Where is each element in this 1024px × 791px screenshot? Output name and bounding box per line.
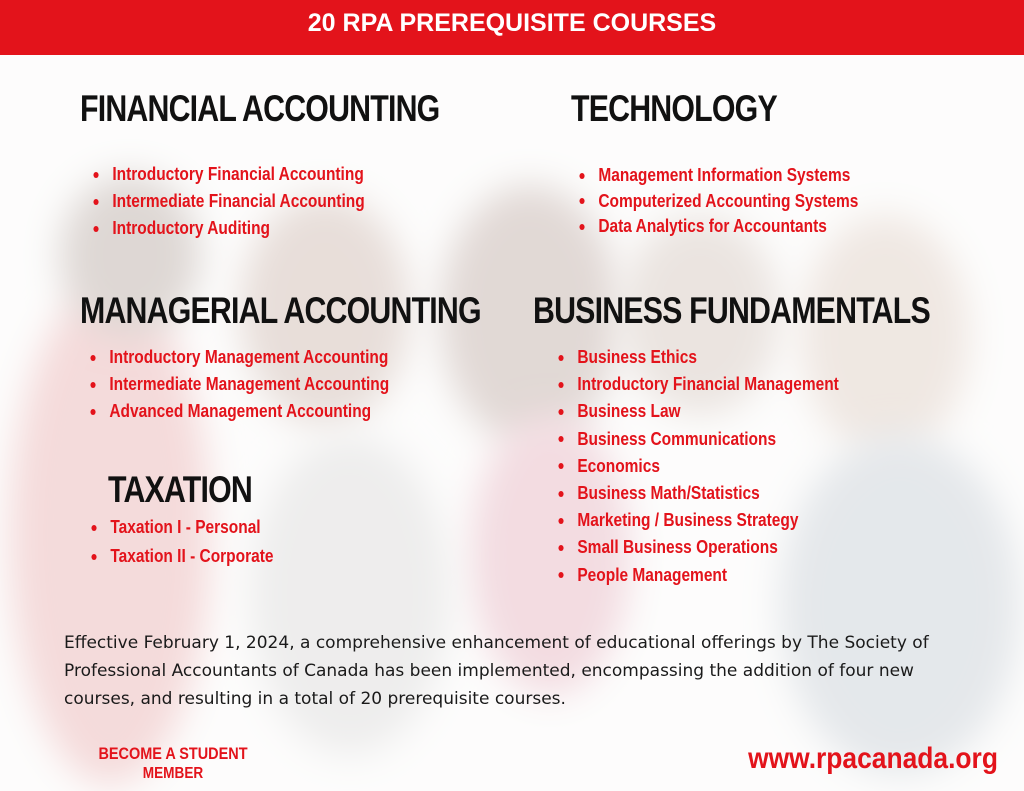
list-item: Computerized Accounting Systems (576, 189, 858, 215)
cta-line2: MEMBER (142, 765, 204, 782)
list-item: Introductory Financial Accounting (90, 161, 365, 188)
list-item: Data Analytics for Accountants (576, 214, 858, 240)
list-item: Business Communications (555, 426, 839, 453)
list-item: Introductory Management Accounting (87, 344, 389, 371)
technology-heading: TECHNOLOGY (571, 88, 777, 129)
list-item: Advanced Management Accounting (87, 398, 389, 425)
list-item: Marketing / Business Strategy (555, 507, 839, 534)
list-item: Business Math/Statistics (555, 480, 839, 507)
managerial-accounting-heading: MANAGERIAL ACCOUNTING (80, 290, 481, 331)
website-link[interactable]: www.rpacanada.org (748, 742, 998, 775)
managerial-accounting-list (87, 344, 438, 425)
list-item: Business Ethics (555, 344, 839, 371)
become-student-member-link[interactable] (92, 744, 254, 784)
taxation-heading: TAXATION (108, 469, 252, 510)
financial-accounting-list (90, 161, 409, 242)
list-item: Intermediate Management Accounting (87, 371, 389, 398)
taxation-list (88, 513, 304, 571)
list-item: Taxation II - Corporate (88, 542, 273, 571)
list-item: Taxation I - Personal (88, 513, 273, 542)
effective-date-notice: Effective February 1, 2024, a comprehensive enhancement of educational offerings by The Society of Professional Accountants of Canada has been implemented, encompassing the addition of four new courses, and resulting in a total of 20 prerequisite courses. (64, 633, 929, 709)
business-fundamentals-heading: BUSINESS FUNDAMENTALS (533, 290, 930, 331)
cta-line1: BECOME A STUDENT (98, 744, 248, 763)
list-item: Economics (555, 453, 839, 480)
page-banner: 20 RPA PREREQUISITE COURSES (0, 0, 1024, 55)
list-item: People Management (555, 562, 839, 589)
list-item: Small Business Operations (555, 534, 839, 561)
business-fundamentals-list (555, 344, 885, 589)
list-item: Intermediate Financial Accounting (90, 188, 365, 215)
list-item: Business Law (555, 398, 839, 425)
list-item: Introductory Auditing (90, 215, 365, 242)
list-item: Management Information Systems (576, 163, 858, 189)
financial-accounting-heading: FINANCIAL ACCOUNTING (80, 88, 440, 129)
list-item: Introductory Financial Management (555, 371, 839, 398)
technology-list (576, 163, 904, 240)
